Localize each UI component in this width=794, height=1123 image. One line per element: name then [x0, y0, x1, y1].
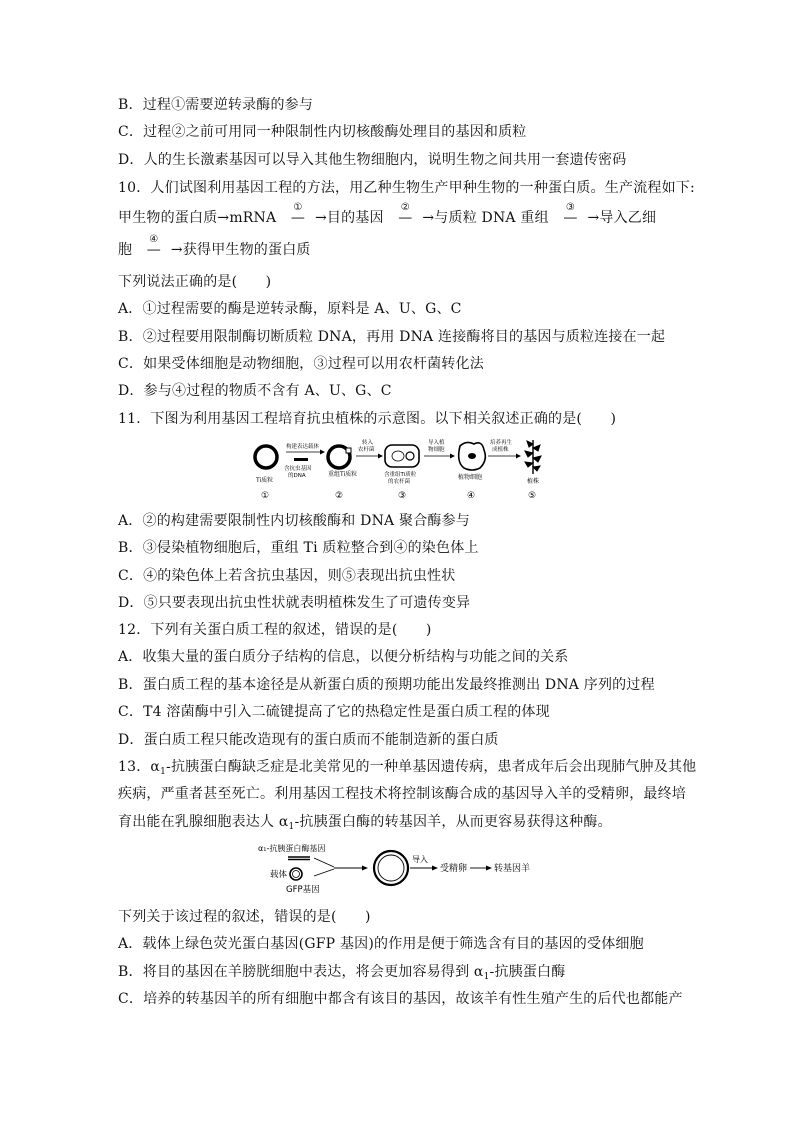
q9-option-b: B．过程①需要逆转录酶的参与: [118, 97, 314, 113]
q13-l3-post: -抗胰蛋白酶的转基因羊，从而更容易获得这种酶。: [294, 814, 612, 830]
q10-option-c: C．如果受体细胞是动物细胞，③过程可以用农杆菌转化法: [118, 356, 484, 372]
label-gene-1: 含抗虫基因: [284, 466, 312, 472]
q10-arrow-2: ② —: [388, 208, 422, 228]
q10-option-b: B．②过程要用限制酶切断质粒 DNA，再用 DNA 连接酶将目的基因与质粒连接在一起: [118, 329, 666, 345]
label-infect-2: 物细胞: [428, 447, 445, 453]
label-vector: 载体: [270, 870, 288, 880]
vector-plasmid-shape: [290, 868, 302, 880]
q13-l1-post: -抗胰蛋白酶缺乏症是北美常见的一种单基因遗传病，患者成年后会出现肺气肿及其他: [166, 759, 697, 775]
q12-option-d: D．蛋白质工程只能改造现有的蛋白质而不能制造新的蛋白质: [118, 732, 499, 748]
ti-plasmid-shape: [255, 446, 277, 468]
recombinant-vector-shape: [374, 851, 408, 885]
q10-arrow-4-label: ④: [149, 234, 159, 245]
q11-figure: [248, 436, 558, 504]
label-transgenic-goat: 转基因羊: [494, 864, 531, 874]
label-step-1: ①: [261, 491, 270, 501]
label-into-2: 农杆菌: [358, 447, 375, 453]
q10-arrow-2-label: ②: [400, 202, 410, 213]
q13-stem-line2: 疾病，严重者甚至死亡。利用基因工程技术将控制该酶合成的基因导入羊的受精卵，最终培: [118, 786, 686, 802]
label-target-gene: α₁-抗胰蛋白酶基因: [258, 844, 326, 853]
q12-option-b: B．蛋白质工程的基本途径是从新蛋白质的预期功能出发最终推测出 DNA 序列的过程: [118, 677, 655, 693]
q13-option-c: C．培养的转基因羊的所有细胞中都含有该目的基因，故该羊有性生殖产生的后代也都能产: [118, 991, 683, 1007]
label-agro-2: 的农杆菌: [388, 479, 411, 485]
q13-stem-line3: [118, 812, 612, 837]
label-build-vector: 构建表达载体: [286, 444, 320, 450]
q12-stem: 12．下列有关蛋白质工程的叙述，错误的是( ): [118, 622, 432, 638]
q11-option-a: A．②的构建需要限制性内切核酸酶和 DNA 聚合酶参与: [118, 513, 470, 529]
q13-b-pre: B．将目的基因在羊膀胱细胞中表达，将会更加容易得到 α: [118, 964, 484, 980]
q9-option-d: D．人的生长激素基因可以导入其他生物细胞内，说明生物之间共用一套遗传密码: [118, 152, 627, 168]
q10-arrow-3-label: ③: [565, 202, 576, 213]
q12-option-a: A．收集大量的蛋白质分子结构的信息，以便分析结构与功能之间的关系: [118, 649, 569, 665]
label-gfp-gene: GFP基因: [286, 885, 320, 895]
label-gene-2: 的DNA: [288, 473, 306, 479]
q10-flow-step5: 胞: [118, 242, 133, 258]
label-step-4: ④: [467, 491, 476, 501]
q13-option-b: [118, 962, 565, 987]
q10-flow-step3: →与质粒 DNA 重组: [422, 210, 549, 226]
q10-arrow-1: ① —: [281, 208, 315, 228]
q11-stem: 11．下图为利用基因工程培育抗虫植株的示意图。以下相关叙述正确的是( ): [118, 411, 617, 427]
q10-arrow-4: ④ —: [137, 240, 171, 260]
q13-b-post: -抗胰蛋白酶: [489, 964, 566, 980]
q13-stem-line1: [118, 757, 696, 782]
q10-flow-step1: 甲生物的蛋白质→mRNA: [118, 210, 277, 226]
label-ti-plasmid: Ti质粒: [256, 477, 274, 484]
q10-flow-step6: →获得甲生物的蛋白质: [170, 242, 311, 258]
q10-option-d: D．参与④过程的物质不含有 A、U、G、C: [118, 383, 392, 399]
label-recombinant: 重组Ti质粒: [328, 471, 358, 478]
q10-stem: 10．人们试图利用基因工程的方法，用乙种生物生产甲种生物的一种蛋白质。生产流程如下:: [118, 180, 695, 196]
label-fertilized-egg: 受精卵: [440, 864, 468, 874]
q10-option-a: A．①过程需要的酶是逆转录酶，原料是 A、U、G、C: [118, 301, 462, 317]
q13-l3-sub: 1: [288, 822, 295, 832]
q11-option-c: C．④的染色体上若含抗虫基因，则⑤表现出抗虫性状: [118, 568, 456, 584]
q11-option-b: B．③侵染植物细胞后，重组 Ti 质粒整合到④的染色体上: [118, 540, 479, 556]
plant-icon: [525, 440, 541, 474]
q11-option-d: D．⑤只要表现出抗虫性状就表明植株发生了可遗传变异: [118, 595, 471, 611]
label-step-5: ⑤: [528, 491, 537, 501]
q10-arrow-1-label: ①: [293, 202, 303, 213]
label-step-2: ②: [335, 491, 344, 501]
q13-ask: 下列关于该过程的叙述，错误的是( ): [118, 909, 371, 925]
label-culture-1: 培养再生: [490, 440, 513, 446]
q13-option-a: A．载体上绿色荧光蛋白基因(GFP 基因)的作用是便于筛选含有目的基因的受体细胞: [118, 936, 644, 952]
label-into: 导入: [412, 855, 428, 864]
q10-flow-line2: [118, 234, 311, 260]
q13-l3-pre: 育出能在乳腺细胞表达人 α: [118, 814, 289, 830]
label-plant: 植株: [527, 478, 540, 485]
q10-flow-step2: →目的基因: [314, 210, 384, 226]
q10-arrow-3: ③ —: [553, 208, 587, 228]
q10-ask: 下列说法正确的是( ): [118, 274, 272, 290]
label-infect-1: 导入植: [428, 440, 445, 446]
dna-fragment-shape: [294, 458, 308, 461]
q10-flow-step4: →导入乙细: [587, 210, 657, 226]
label-into-1: 转入: [362, 440, 374, 446]
q13-b-sub: 1: [483, 972, 490, 982]
q13-l1-sub: 1: [160, 767, 167, 777]
label-agro-1: 含重组Ti质粒: [384, 472, 417, 478]
q10-flow-line1: [118, 202, 657, 228]
q13-l1-pre: 13．α: [118, 759, 161, 775]
label-culture-2: 成植株: [492, 447, 509, 453]
q9-option-c: C．过程②之前可用同一种限制性内切核酸酶处理目的基因和质粒: [118, 124, 527, 140]
label-step-3: ③: [398, 491, 407, 501]
label-plant-cell: 植物细胞: [458, 474, 483, 481]
q13-figure: [250, 840, 550, 902]
q12-option-c: C．T4 溶菌酶中引入二硫键提高了它的热稳定性是蛋白质工程的体现: [118, 704, 550, 720]
